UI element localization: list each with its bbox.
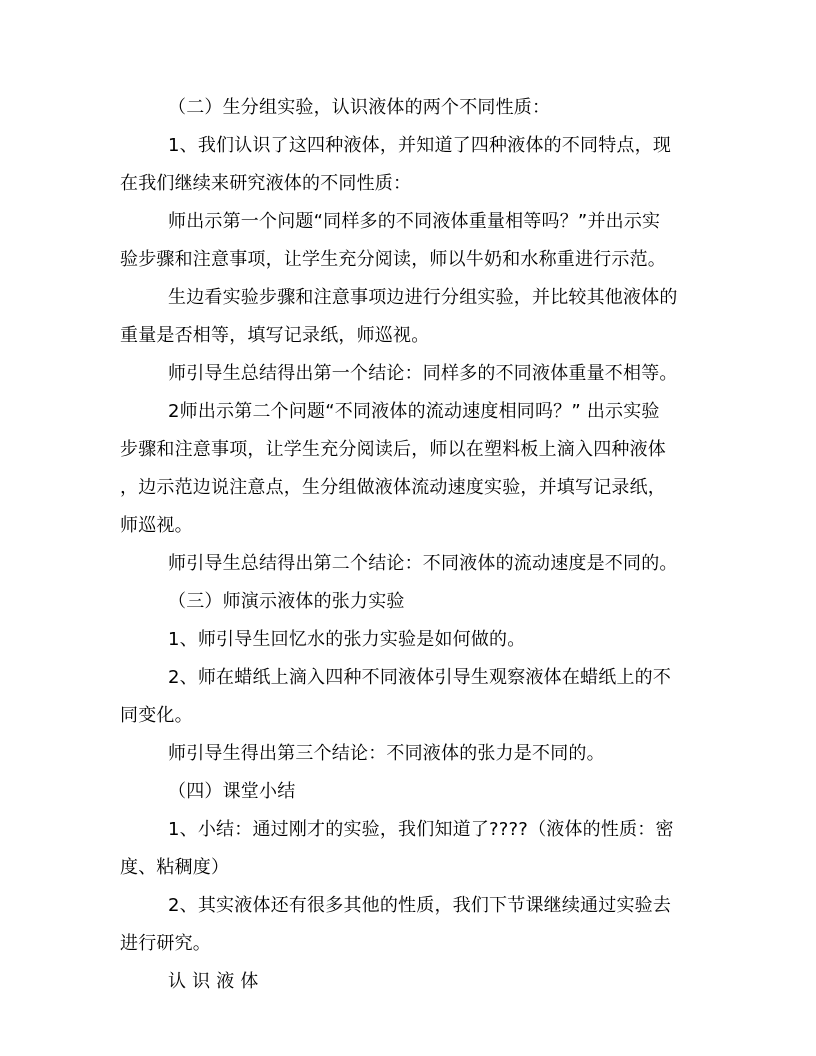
paragraph-line: 2师出示第二个问题“不同液体的流动速度相同吗？” 出示实验 [168,401,660,422]
section-heading-3: （三）师演示液体的张力实验 [168,591,405,612]
section-heading-2: （二）生分组实验，认识液体的两个不同性质： [168,97,551,118]
paragraph-line: 1、师引导生回忆水的张力实验是如何做的。 [168,629,526,650]
paragraph-line: 生边看实验步骤和注意事项边进行分组实验，并比较其他液体的 [168,287,678,308]
document-title: 认 识 液 体 [168,971,259,992]
paragraph-line: 师引导生总结得出第二个结论：不同液体的流动速度是不同的。 [168,553,678,574]
paragraph-line: 师引导生得出第三个结论：不同液体的张力是不同的。 [168,743,605,764]
paragraph-line: 在我们继续来研究液体的不同性质： [120,173,412,194]
paragraph-line: 1、小结：通过刚才的实验，我们知道了????（液体的性质：密 [168,819,674,840]
paragraph-line: 同变化。 [120,705,193,726]
paragraph-line: ，边示范边说注意点，生分组做液体流动速度实验，并填写记录纸， [120,477,666,498]
paragraph-line: 1、我们认识了这四种液体，并知道了四种液体的不同特点，现 [168,135,672,156]
paragraph-line: 重量是否相等，填写记录纸，师巡视。 [120,325,430,346]
paragraph-line: 2、其实液体还有很多其他的性质，我们下节课继续通过实验去 [168,895,672,916]
paragraph-line: 师引导生总结得出第一个结论：同样多的不同液体重量不相等。 [168,363,678,384]
section-heading-4: （四）课堂小结 [168,781,296,802]
paragraph-line: 进行研究。 [120,933,211,954]
paragraph-line: 师巡视。 [120,515,193,536]
paragraph-line: 师出示第一个问题“同样多的不同液体重量相等吗？”并出示实 [168,211,661,232]
paragraph-line: 步骤和注意事项，让学生充分阅读后，师以在塑料板上滴入四种液体 [120,439,666,460]
paragraph-line: 度、粘稠度） [120,857,230,878]
paragraph-line: 2、师在蜡纸上滴入四种不同液体引导生观察液体在蜡纸上的不 [168,667,672,688]
paragraph-line: 验步骤和注意事项，让学生充分阅读，师以牛奶和水称重进行示范。 [120,249,666,270]
